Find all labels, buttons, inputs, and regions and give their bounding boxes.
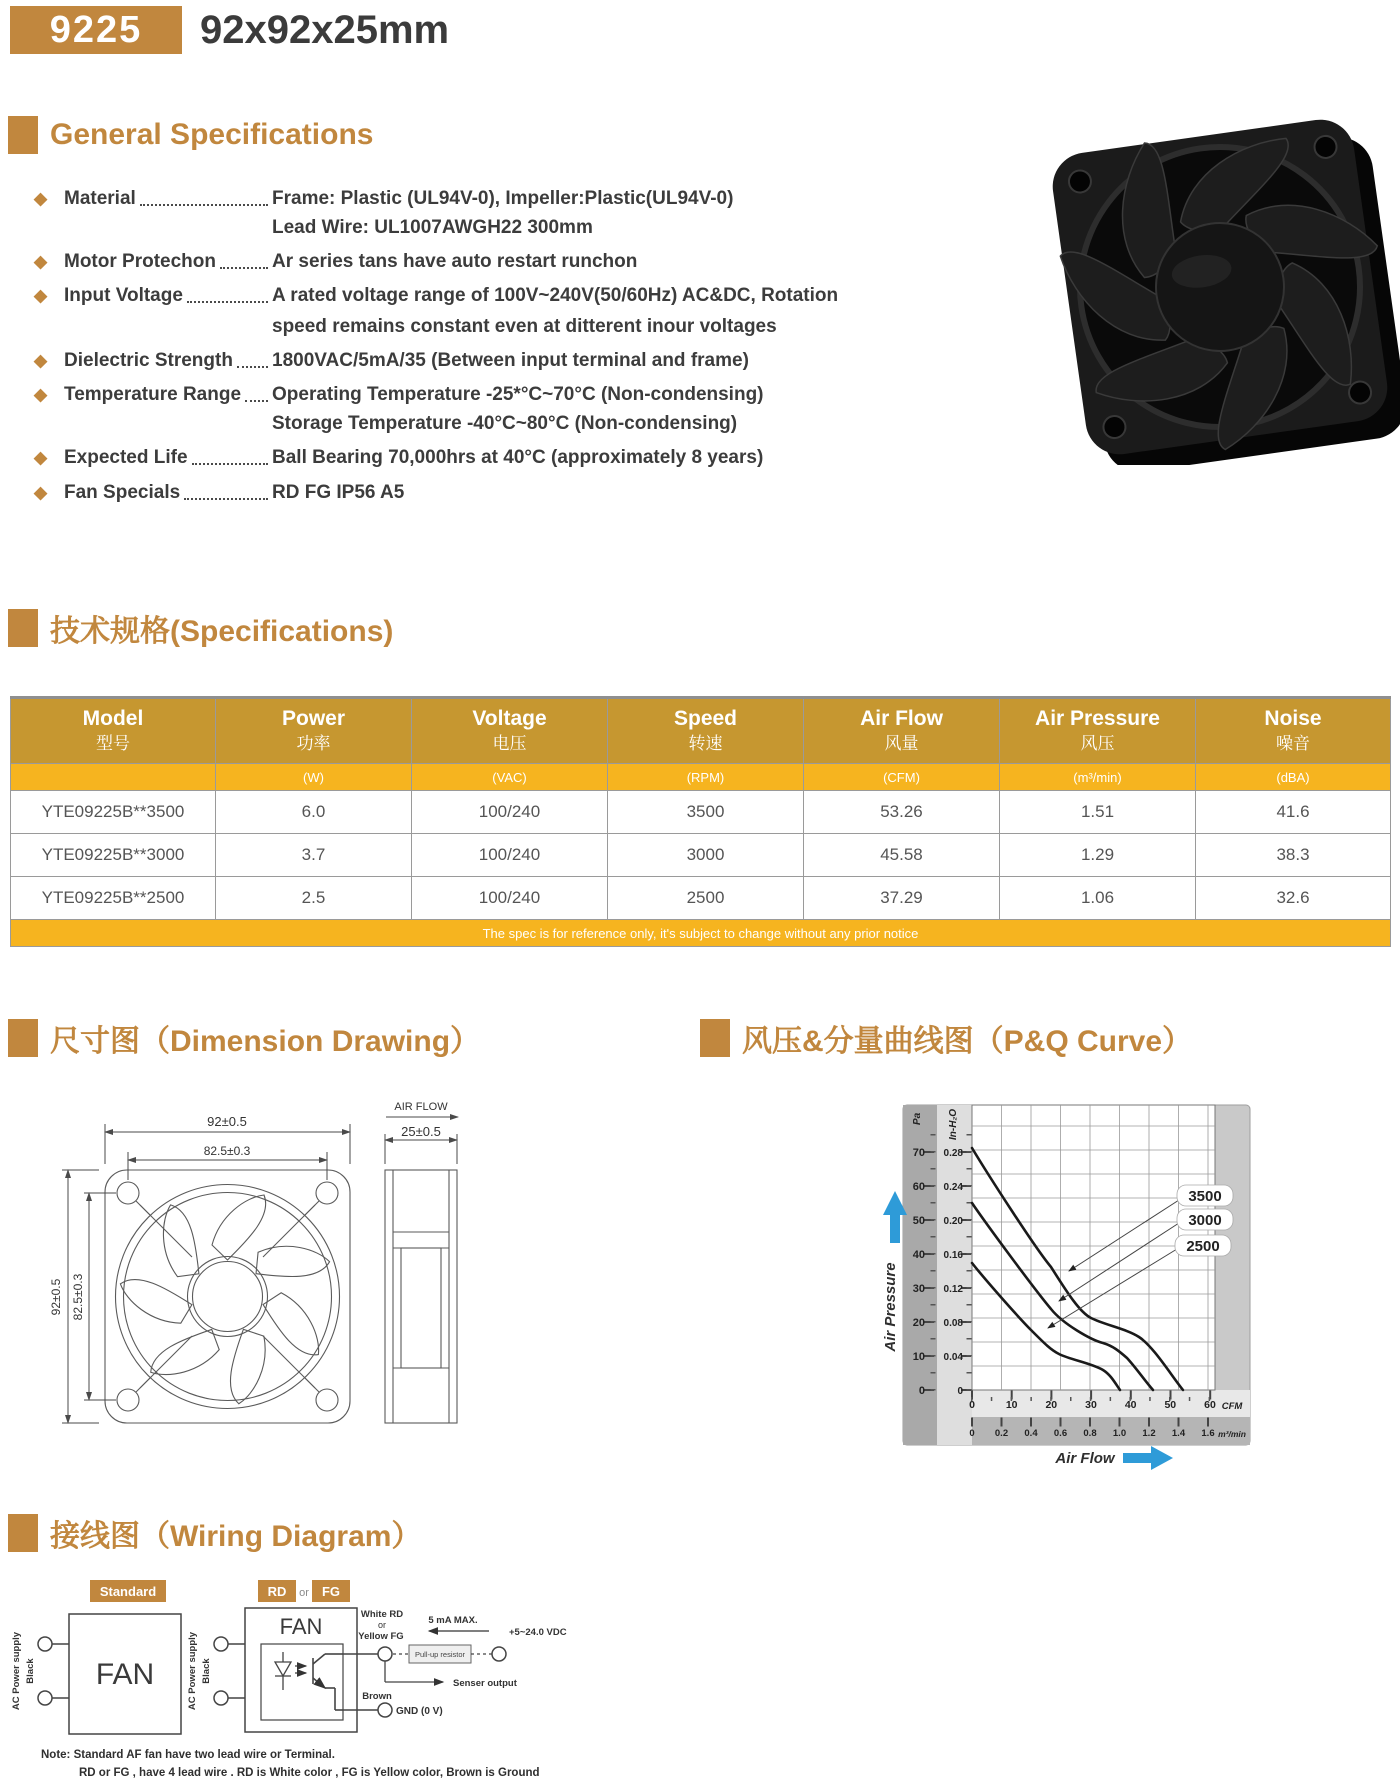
pa-tick: 0 — [918, 1385, 925, 1397]
section-wiring-title: 接线图（Wiring Diagram） — [50, 1520, 422, 1553]
or-label-2: or — [377, 1620, 387, 1630]
m3min-tick: 1.6 — [1201, 1428, 1215, 1439]
table-cell: 2500 — [608, 877, 804, 920]
side-view — [385, 1170, 457, 1423]
m3min-tick: 0.6 — [1053, 1428, 1068, 1439]
wiring-diagram — [5, 1572, 595, 1784]
col-label-cn: 功率 — [296, 734, 331, 753]
pullup-resistor-label: Pull-up resistor — [414, 1650, 466, 1659]
inh2o-tick: 0.28 — [943, 1148, 963, 1159]
spec-item-specials — [34, 478, 934, 507]
cfm-tick: 0 — [969, 1399, 975, 1411]
pa-tick: 50 — [912, 1215, 925, 1227]
spec-value: Lead Wire: UL1007AWGH22 300mm — [272, 217, 593, 238]
inh2o-tick: 0.24 — [943, 1182, 963, 1193]
diamond-bullet-icon: ◆ — [34, 252, 48, 271]
spec-label: Motor Protechon — [64, 251, 216, 272]
table-cell: 6.0 — [216, 791, 412, 834]
col-voltage — [412, 698, 608, 764]
inh2o-tick: 0.20 — [943, 1216, 963, 1227]
spec-value: A rated voltage range of 100V~240V(50/60Hz) AC&DC, Rotation — [272, 285, 839, 306]
table-row — [11, 791, 1391, 834]
pa-tick: 60 — [912, 1181, 925, 1193]
dot-leader — [237, 366, 268, 368]
pa-tick: 10 — [912, 1351, 925, 1363]
terminal-circle — [38, 1637, 52, 1651]
col-label-cn: 电压 — [492, 734, 527, 753]
page-title: 92x92x25mm — [200, 8, 450, 52]
inh2o-tick: 0 — [957, 1386, 963, 1397]
pa-tick: 30 — [912, 1283, 925, 1295]
section-specs — [8, 606, 393, 650]
pq-chart — [755, 1045, 1255, 1485]
spec-table — [10, 696, 1391, 947]
wiring-note-1: Note: Standard AF fan have two lead wire or Terminal. — [41, 1749, 335, 1761]
brown-wire-label: Brown — [362, 1691, 392, 1702]
vdc-terminal — [492, 1647, 506, 1661]
m3min-unit-label: m³/min — [1218, 1429, 1246, 1439]
col-airflow — [804, 698, 1000, 764]
standard-badge-label: Standard — [99, 1584, 157, 1599]
section-pq-title: 风压&分量曲线图（P&Q Curve） — [742, 1025, 1193, 1058]
table-cell: 2.5 — [216, 877, 412, 920]
inh2o-tick: 0.04 — [943, 1352, 963, 1363]
table-cell: 3000 — [608, 834, 804, 877]
table-cell: 1.29 — [1000, 834, 1196, 877]
wiring-note-2: RD or FG , have 4 lead wire . RD is White color , FG is Yellow color, Brown is Ground — [79, 1767, 540, 1779]
gnd-label: GND (0 V) — [396, 1706, 443, 1717]
pa-tick: 40 — [912, 1249, 925, 1261]
section-dimension-title: 尺寸图（Dimension Drawing） — [50, 1025, 481, 1058]
unit-cell: (CFM) — [804, 764, 1000, 791]
unit-cell: (RPM) — [608, 764, 804, 791]
section-marker — [8, 1514, 38, 1552]
spec-item-voltage — [34, 281, 934, 341]
table-cell: 53.26 — [804, 791, 1000, 834]
cfm-unit-label: CFM — [1221, 1401, 1243, 1412]
general-spec-list — [34, 184, 934, 512]
dot-leader — [140, 204, 268, 206]
m3min-tick: 0.2 — [994, 1428, 1009, 1439]
col-label-en: Air Flow — [860, 707, 943, 730]
spec-label: Material — [64, 188, 136, 209]
model-badge: 9225 — [10, 6, 182, 54]
fan-box-label: FAN — [279, 1614, 323, 1639]
table-row — [11, 877, 1391, 920]
fan-box-label: FAN — [95, 1658, 155, 1691]
standard-fan-circuit — [11, 1614, 181, 1734]
ac-supply-label: AC Power supply — [187, 1631, 198, 1711]
unit-cell — [11, 764, 216, 791]
table-unit-row — [11, 764, 1391, 791]
m3min-tick: 1.4 — [1171, 1428, 1186, 1439]
front-view — [105, 1170, 350, 1423]
optocoupler-box — [261, 1644, 343, 1720]
air-flow-label: Air Flow — [1055, 1450, 1115, 1467]
unit-cell: (W) — [216, 764, 412, 791]
m3min-tick: 0 — [969, 1428, 975, 1439]
black-wire-label: Black — [201, 1658, 212, 1684]
diamond-bullet-icon: ◆ — [34, 385, 48, 404]
spec-value: RD FG IP56 A5 — [272, 482, 405, 503]
table-cell: YTE09225B**3000 — [11, 834, 216, 877]
spec-item-material — [34, 184, 934, 242]
col-label-en: Power — [281, 707, 346, 730]
col-label-en: Voltage — [472, 707, 547, 730]
air-flow-arrow-icon — [1151, 1446, 1173, 1470]
dimension-labels — [49, 1101, 448, 1320]
diamond-bullet-icon: ◆ — [34, 351, 48, 370]
curve-label-3000: 3000 — [1188, 1212, 1222, 1229]
inh2o-tick: 0.08 — [943, 1318, 963, 1329]
diamond-bullet-icon: ◆ — [34, 483, 48, 502]
col-speed — [608, 698, 804, 764]
table-footnote-row — [11, 920, 1391, 947]
inh2o-unit-label: In-H₂O — [948, 1108, 959, 1140]
col-noise — [1196, 698, 1391, 764]
m3min-tick: 0.4 — [1024, 1428, 1038, 1439]
airflow-side-label: AIR FLOW — [394, 1101, 448, 1113]
col-label-en: Model — [82, 707, 144, 730]
col-label-en: Speed — [673, 707, 738, 730]
cfm-tick: 60 — [1204, 1399, 1216, 1411]
section-marker — [8, 1019, 38, 1057]
cfm-tick: 10 — [1005, 1399, 1018, 1411]
section-marker — [8, 609, 38, 647]
col-model — [11, 698, 216, 764]
col-label-en: Noise — [1264, 707, 1322, 730]
section-dimension — [8, 1016, 480, 1060]
dot-leader — [245, 400, 268, 402]
unit-cell: (VAC) — [412, 764, 608, 791]
ac-supply-label: AC Power supply — [11, 1631, 22, 1711]
table-cell: 100/240 — [412, 877, 608, 920]
dot-leader — [187, 301, 268, 303]
table-cell: 32.6 — [1196, 877, 1391, 920]
fan-product-photo — [1030, 105, 1400, 465]
col-label-cn: 风量 — [884, 734, 919, 753]
spec-value: Storage Temperature -40°C~80°C (Non-condensing) — [272, 413, 738, 434]
air-pressure-arrow-shaft — [890, 1215, 900, 1243]
pa-unit-label: Pa — [912, 1112, 923, 1125]
table-cell: 1.51 — [1000, 791, 1196, 834]
section-general-title: General Specifications — [50, 118, 374, 151]
spec-value: Ar series tans have auto restart runchon — [272, 251, 638, 272]
cfm-tick: 40 — [1124, 1399, 1137, 1411]
table-cell: 1.06 — [1000, 877, 1196, 920]
diamond-bullet-icon: ◆ — [34, 189, 48, 208]
ma-max-label: 5 mA MAX. — [428, 1615, 478, 1626]
spec-label: Input Voltage — [64, 285, 183, 306]
col-label-en: Air Pressure — [1035, 707, 1160, 730]
dot-leader — [192, 463, 268, 465]
section-wiring — [8, 1511, 421, 1555]
white-rd-label: White RD — [360, 1609, 404, 1620]
vdc-label: +5~24.0 VDC — [509, 1627, 567, 1638]
air-flow-arrow-shaft — [1123, 1453, 1151, 1463]
dimension-drawing — [40, 1060, 490, 1440]
section-general — [8, 116, 373, 154]
dot-leader — [220, 267, 268, 269]
terminal-circle — [38, 1691, 52, 1705]
spec-label: Expected Life — [64, 447, 188, 468]
table-cell: 45.58 — [804, 834, 1000, 877]
yellow-fg-label: Yellow FG — [358, 1631, 404, 1642]
col-label-cn: 噪音 — [1276, 734, 1310, 753]
dim-width-inner: 82.5±0.3 — [203, 1144, 251, 1158]
dim-depth: 25±0.5 — [401, 1124, 441, 1139]
dim-height-inner: 82.5±0.3 — [71, 1273, 85, 1321]
spec-item-life — [34, 443, 934, 472]
table-cell: YTE09225B**2500 — [11, 877, 216, 920]
col-label-cn: 风压 — [1080, 734, 1115, 753]
unit-cell: (dBA) — [1196, 764, 1391, 791]
spec-item-temperature — [34, 380, 934, 438]
black-wire-label: Black — [25, 1658, 36, 1684]
diamond-bullet-icon: ◆ — [34, 448, 48, 467]
m3min-tick: 1.2 — [1142, 1428, 1156, 1439]
spec-label: Temperature Range — [64, 384, 242, 405]
spec-value: 1800VAC/5mA/35 (Between input terminal and frame) — [272, 350, 749, 371]
terminal-circle — [214, 1691, 228, 1705]
pa-tick: 20 — [912, 1317, 925, 1329]
section-specs-title: 技术规格(Specifications) — [50, 615, 394, 648]
spec-value: Ball Bearing 70,000hrs at 40°C (approximately 8 years) — [272, 447, 764, 468]
table-cell: 3500 — [608, 791, 804, 834]
section-marker — [700, 1019, 730, 1057]
spec-label: Fan Specials — [64, 482, 181, 503]
spec-value: Frame: Plastic (UL94V-0), Impeller:Plastic(UL94V-0) — [272, 188, 734, 209]
rdfg-fan-circuit — [187, 1608, 357, 1732]
pa-tick: 70 — [912, 1147, 925, 1159]
table-cell: 38.3 — [1196, 834, 1391, 877]
curve-label-2500: 2500 — [1186, 1238, 1220, 1255]
section-marker — [8, 116, 38, 154]
gnd-terminal — [378, 1703, 392, 1717]
col-label-cn: 型号 — [96, 734, 130, 753]
transistor-icon — [313, 1654, 343, 1710]
dim-width-outer: 92±0.5 — [207, 1114, 247, 1129]
unit-cell: (m³/min) — [1000, 764, 1196, 791]
diamond-bullet-icon: ◆ — [34, 286, 48, 305]
table-cell: 100/240 — [412, 791, 608, 834]
rd-badge-label: RD — [267, 1584, 287, 1599]
inh2o-tick: 0.16 — [943, 1250, 963, 1261]
table-row — [11, 834, 1391, 877]
air-pressure-label: Air Pressure — [882, 1262, 899, 1352]
led-icon — [275, 1652, 306, 1690]
curve-label-3500: 3500 — [1188, 1188, 1222, 1205]
table-cell: 41.6 — [1196, 791, 1391, 834]
cfm-tick: 30 — [1085, 1399, 1097, 1411]
sensor-terminal — [378, 1647, 392, 1661]
table-cell: YTE09225B**3500 — [11, 791, 216, 834]
cfm-tick: 50 — [1164, 1399, 1177, 1411]
table-cell: 100/240 — [412, 834, 608, 877]
cfm-tick: 20 — [1045, 1399, 1058, 1411]
fan-blade-outline — [120, 1195, 331, 1404]
fg-badge-label: FG — [321, 1584, 341, 1599]
col-power — [216, 698, 412, 764]
footnote: The spec is for reference only, it's subject to change without any prior notice — [11, 920, 1391, 947]
spec-value: Operating Temperature -25*°C~70°C (Non-condensing) — [272, 384, 764, 405]
col-airpressure — [1000, 698, 1196, 764]
spec-label: Dielectric Strength — [64, 350, 233, 371]
m3min-tick: 0.8 — [1083, 1428, 1097, 1439]
dim-height-outer: 92±0.5 — [49, 1278, 63, 1316]
terminal-circle — [214, 1637, 228, 1651]
col-label-cn: 转速 — [688, 734, 723, 753]
inh2o-tick: 0.12 — [943, 1284, 963, 1295]
sensor-output-label: Senser output — [453, 1678, 517, 1689]
sensor-wiring — [343, 1609, 567, 1717]
m3min-tick: 1.0 — [1112, 1428, 1127, 1439]
table-cell: 37.29 — [804, 877, 1000, 920]
spec-value: speed remains constant even at ditterent inour voltages — [272, 316, 777, 337]
spec-item-motor — [34, 247, 934, 276]
dot-leader — [184, 498, 268, 500]
table-cell: 3.7 — [216, 834, 412, 877]
air-flow-axis — [1054, 1446, 1173, 1470]
table-header-row — [11, 698, 1391, 764]
spec-item-dielectric — [34, 346, 934, 375]
or-label: or — [299, 1587, 309, 1599]
